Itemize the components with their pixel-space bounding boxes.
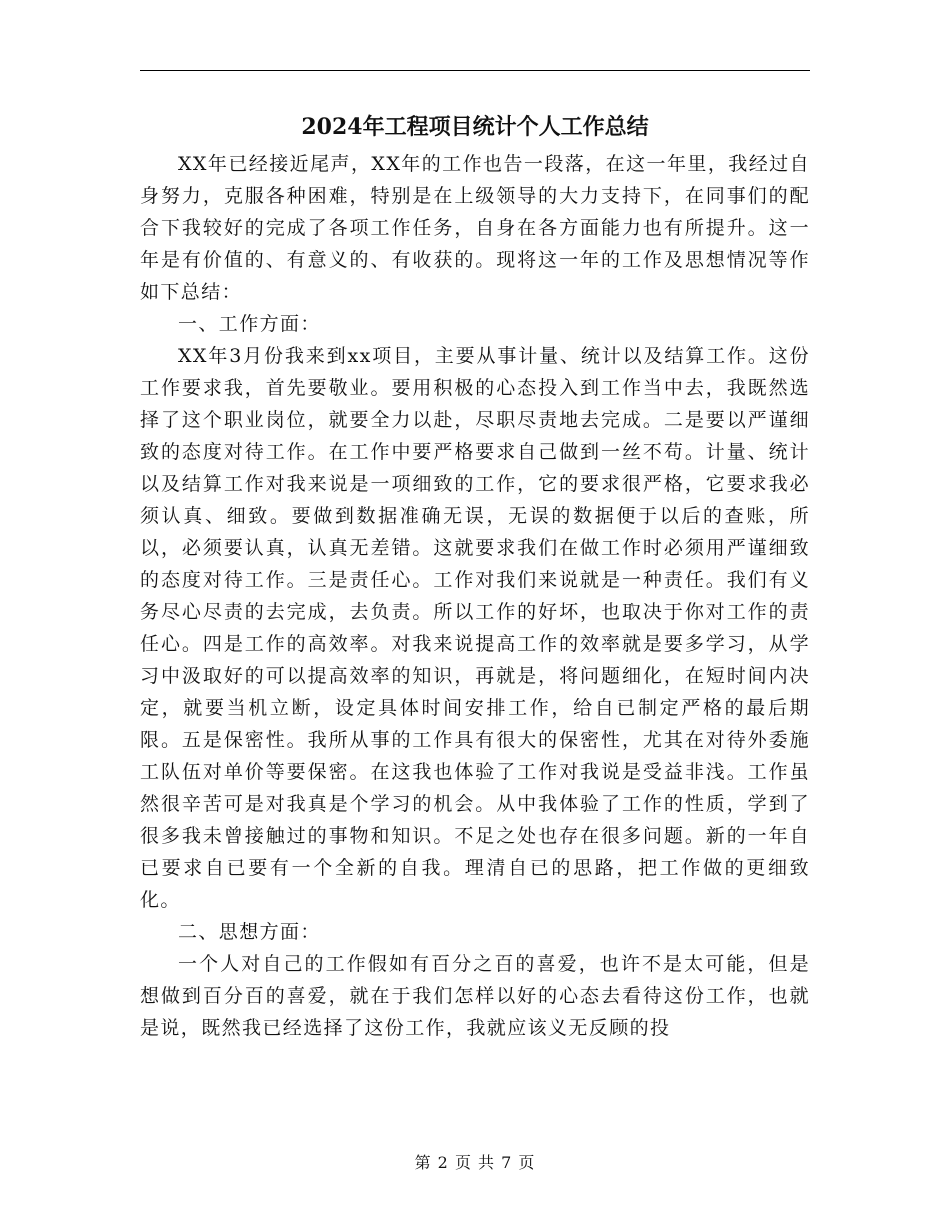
paragraph-intro: XX年已经接近尾声，XX年的工作也告一段落，在这一年里，我经过自身努力，克服各种困难，特别是在上级领导的大力支持下，在同事们的配合下我较好的完成了各项工作任务，自身在各方面能力也有所提升。这一年是有价值的、有意义的、有收获的。现将这一年的工作及思想情况等作如下总结： [140, 153, 810, 303]
header-rule [140, 70, 810, 71]
paragraph-thought: 一个人对自己的工作假如有百分之百的喜爱，也许不是太可能，但是想做到百分百的喜爱，就在于我们怎样以好的心态去看待这份工作，也就是说，既然我已经选择了这份工作，我就应该义无反顾的投 [140, 953, 810, 1039]
section-heading-work: 一、工作方面： [178, 313, 321, 335]
document-body [140, 148, 810, 1044]
paragraph-work: XX年3月份我来到xx项目，主要从事计量、统计以及结算工作。这份工作要求我，首先要敬业。要用积极的心态投入到工作当中去，我既然选择了这个职业岗位，就要全力以赴，尽职尽责地去完成。二是要以严谨细致的态度对待工作。在工作中要严格要求自己做到一丝不苟。计量、统计以及结算工作对我来说是一项细致的工作，它的要求很严格，它要求我必须认真、细致。要做到数据准确无误，无误的数据便于以后的查账，所以，必须要认真，认真无差错。这就要求我们在做工作时必须用严谨细致的态度对待工作。三是责任心。工作对我们来说就是一种责任。我们有义务尽心尽责的去完成，去负责。所以工作的好坏，也取决于你对工作的责任心。四是工作的高效率。对我来说提高工作的效率就是要多学习，从学习中汲取好的可以提高效率的知识，再就是，将问题细化，在短时间内决定，就要当机立断，设定具体时间安排工作，给自已制定严格的最后期限。五是保密性。我所从事的工作具有很大的保密性，尤其在对待外委施工队伍对单价等要保密。在这我也体验了工作对我说是受益非浅。工作虽然很辛苦可是对我真是个学习的机会。从中我体验了工作的性质，学到了很多我未曾接触过的事物和知识。不足之处也存在很多问题。新的一年自已要求自已要有一个全新的自我。理清自已的思路，把工作做的更细致化。 [140, 345, 810, 911]
section-heading-thought: 二、思想方面： [178, 921, 321, 943]
page-footer: 第 2 页 共 7 页 [414, 1153, 536, 1172]
document-title: 2024年工程项目统计个人工作总结 [301, 114, 649, 140]
